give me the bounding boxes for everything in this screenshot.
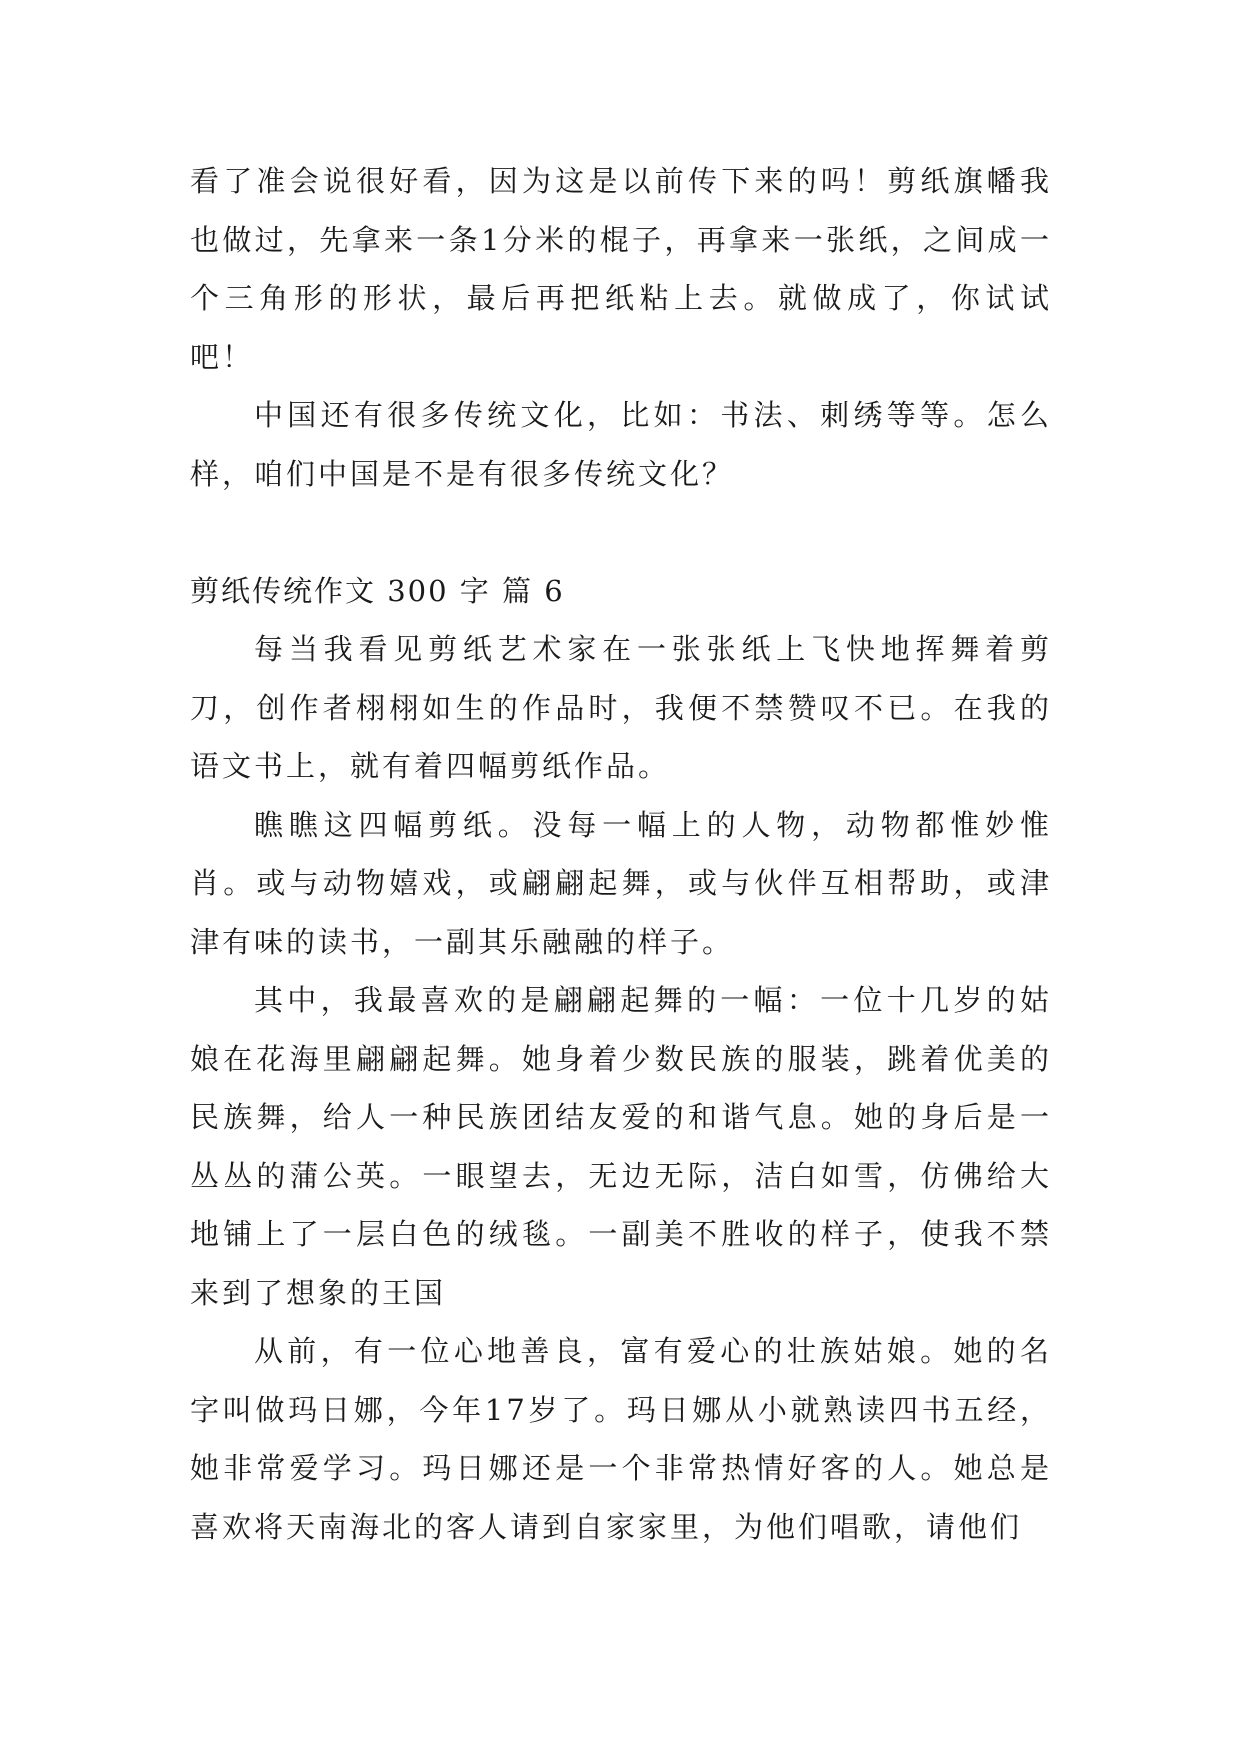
paragraph-2: 瞧瞧这四幅剪纸。没每一幅上的人物，动物都惟妙惟肖。或与动物嬉戏，或翩翩起舞，或与伙伴互相帮助，或津津有味的读书，一副其乐融融的样子。 — [190, 807, 1052, 959]
paragraph-4: 从前，有一位心地善良，富有爱心的壮族姑娘。她的名字叫做玛日娜，今年17岁了。玛日娜从小就熟读四书五经，她非常爱学习。玛日娜还是一个非常热情好客的人。她总是喜欢将天南海北的客人请到自家家里，为他们唱歌，请他们 — [190, 1334, 1052, 1544]
paragraph-continuation: 看了准会说很好看，因为这是以前传下来的吗！剪纸旗幡我也做过，先拿来一条1分米的棍子，再拿来一张纸，之间成一个三角形的形状，最后再把纸粘上去。就做成了，你试试吧！ — [190, 164, 1052, 374]
section-heading: 剪纸传统作文 300 字 篇 6 — [190, 574, 565, 608]
paragraph-1: 每当我看见剪纸艺术家在一张张纸上飞快地挥舞着剪刀，创作者栩栩如生的作品时，我便不禁赞叹不已。在我的语文书上，就有着四幅剪纸作品。 — [190, 632, 1052, 783]
paragraph-traditional-culture: 中国还有很多传统文化，比如：书法、刺绣等等。怎么样，咱们中国是不是有很多传统文化？ — [190, 398, 1052, 491]
top-text-block — [190, 152, 1052, 503]
section-body — [190, 620, 1052, 1556]
paragraph-3: 其中，我最喜欢的是翩翩起舞的一幅：一位十几岁的姑娘在花海里翩翩起舞。她身着少数民族的服装，跳着优美的民族舞，给人一种民族团结友爱的和谐气息。她的身后是一丛丛的蒲公英。一眼望去，无边无际，洁白如雪，仿佛给大地铺上了一层白色的绒毯。一副美不胜收的样子，使我不禁来到了想象的王国 — [190, 983, 1052, 1310]
